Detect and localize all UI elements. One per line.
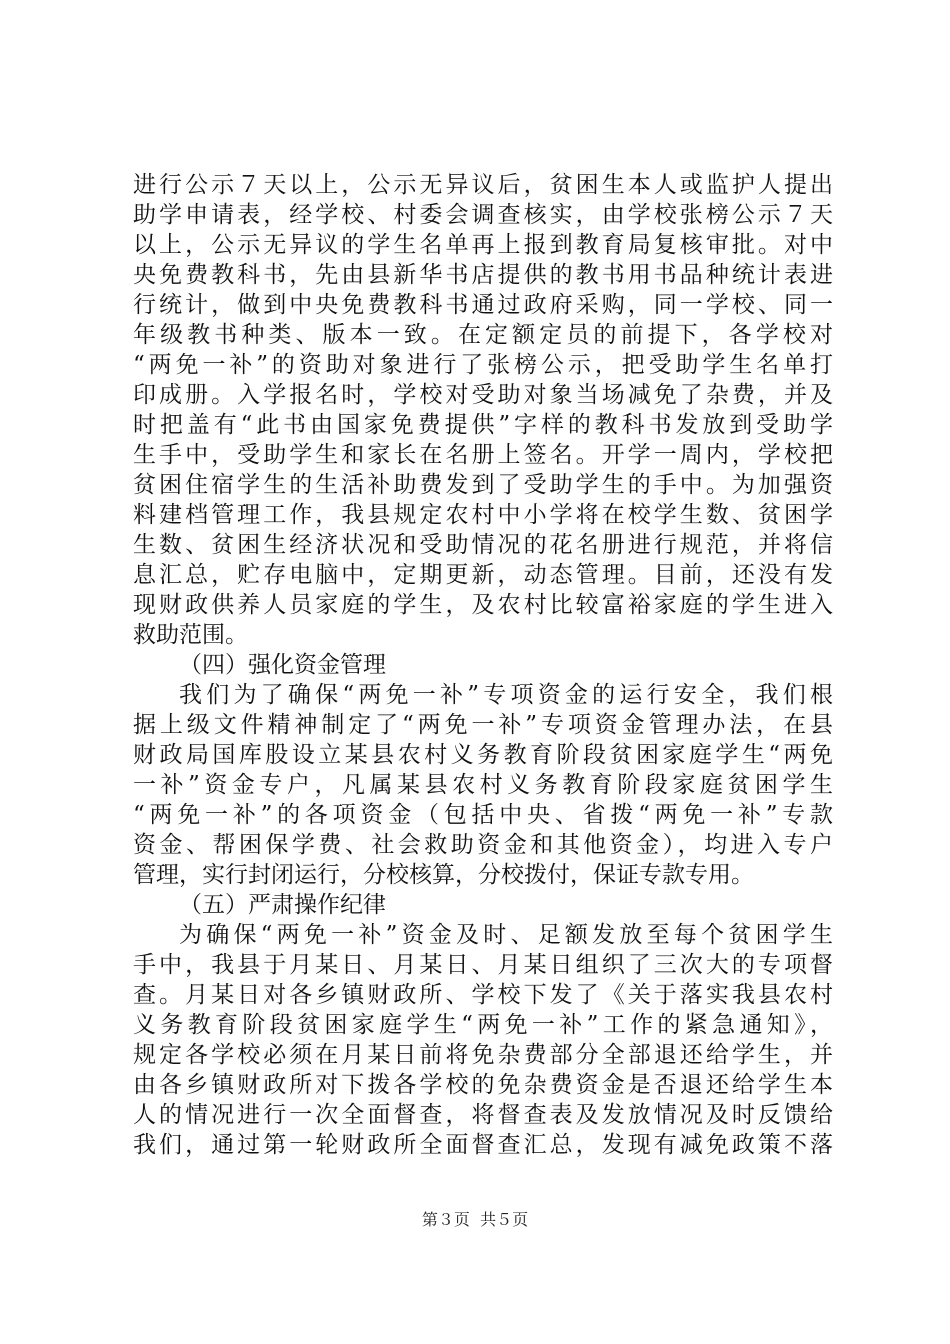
text-line: 助学申请表，经学校、村委会调查核实，由学校张榜公示７天 xyxy=(133,202,833,228)
text-line: 财政局国库股设立某县农村义务教育阶段贫困家庭学生“两免 xyxy=(133,742,833,768)
text-line: 我们为了确保“两免一补”专项资金的运行安全，我们根 xyxy=(179,682,833,708)
text-line: 手中，我县于月某日、月某日、月某日组织了三次大的专项督 xyxy=(133,952,833,978)
text-line: 为确保“两免一补”资金及时、足额发放至每个贫困学生 xyxy=(179,922,833,948)
text-line: 印成册。入学报名时，学校对受助对象当场减免了杂费，并及 xyxy=(133,382,833,408)
page-number: 第３页 共５页 xyxy=(421,1210,529,1229)
text-line: 义务教育阶段贫困家庭学生“两免一补”工作的紧急通知》， xyxy=(133,1012,833,1038)
text-line: 救助范围。 xyxy=(133,622,248,648)
text-line: 进行公示７天以上，公示无异议后，贫困生本人或监护人提出 xyxy=(133,172,833,198)
text-line: 资金、帮困保学费、社会救助资金和其他资金），均进入专户 xyxy=(133,832,833,858)
text-line: 料建档管理工作，我县规定农村中小学将在校学生数、贫困学 xyxy=(133,502,833,528)
text-line: 央免费教科书，先由县新华书店提供的教书用书品种统计表进 xyxy=(133,262,833,288)
text-line: 一补”资金专户，凡属某县农村义务教育阶段家庭贫困学生 xyxy=(133,772,833,798)
text-line: 息汇总，贮存电脑中，定期更新，动态管理。目前，还没有发 xyxy=(133,562,833,588)
text-line: “两免一补”的各项资金（包括中央、省拨“两免一补”专款 xyxy=(133,802,833,828)
section-heading-4: （四）强化资金管理 xyxy=(179,652,386,678)
text-line: “两免一补”的资助对象进行了张榜公示，把受助学生名单打 xyxy=(133,352,833,378)
text-line: 现财政供养人员家庭的学生，及农村比较富裕家庭的学生进入 xyxy=(133,592,833,618)
text-line: 据上级文件精神制定了“两免一补”专项资金管理办法，在县 xyxy=(133,712,833,738)
text-line: 时把盖有“此书由国家免费提供”字样的教科书发放到受助学 xyxy=(133,412,833,438)
text-line: 我们，通过第一轮财政所全面督查汇总，发现有减免政策不落 xyxy=(133,1132,833,1158)
text-line: 查。月某日对各乡镇财政所、学校下发了《关于落实我县农村 xyxy=(133,982,833,1008)
text-line: 规定各学校必须在月某日前将免杂费部分全部退还给学生，并 xyxy=(133,1042,833,1068)
text-line: 贫困住宿学生的生活补助费发到了受助学生的手中。为加强资 xyxy=(133,472,833,498)
body-text xyxy=(133,170,833,1160)
text-line: 管理，实行封闭运行，分校核算，分校拨付，保证专款专用。 xyxy=(133,862,754,888)
page-footer xyxy=(0,1210,950,1230)
section-heading-5: （五）严肃操作纪律 xyxy=(179,892,386,918)
text-line: 行统计，做到中央免费教科书通过政府采购，同一学校、同一 xyxy=(133,292,833,318)
text-line: 生手中，受助学生和家长在名册上签名。开学一周内，学校把 xyxy=(133,442,833,468)
text-line: 以上，公示无异议的学生名单再上报到教育局复核审批。对中 xyxy=(133,232,833,258)
text-line: 由各乡镇财政所对下拨各学校的免杂费资金是否退还给学生本 xyxy=(133,1072,833,1098)
text-line: 年级教书种类、版本一致。在定额定员的前提下，各学校对 xyxy=(133,322,833,348)
text-line: 人的情况进行一次全面督查，将督查表及发放情况及时反馈给 xyxy=(133,1102,833,1128)
text-line: 生数、贫困生经济状况和受助情况的花名册进行规范，并将信 xyxy=(133,532,833,558)
